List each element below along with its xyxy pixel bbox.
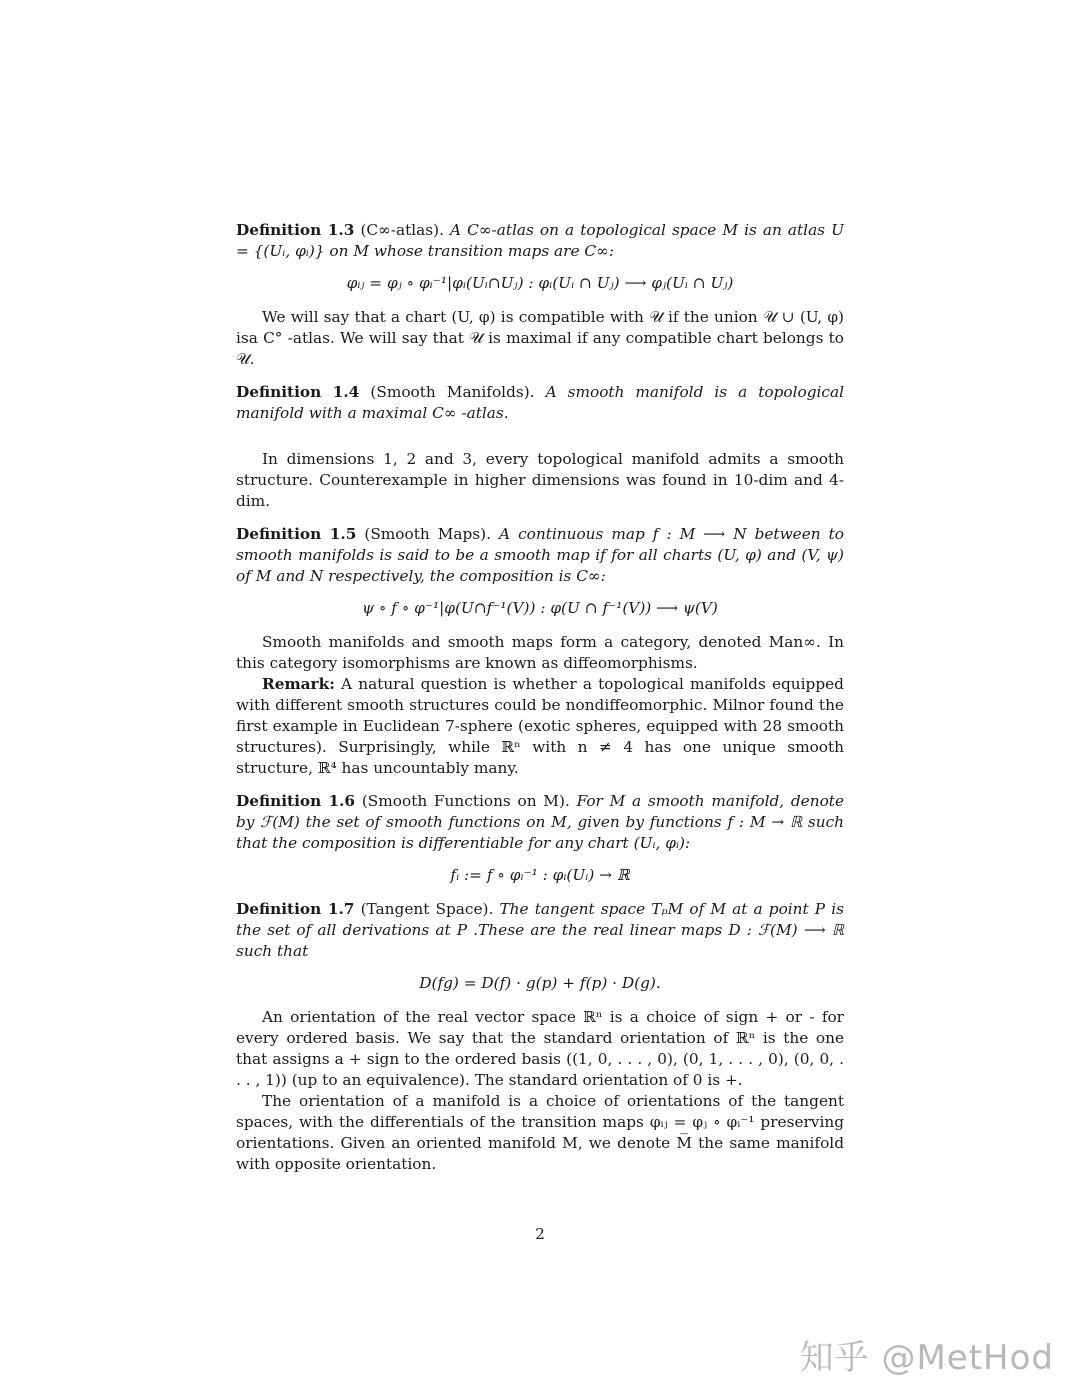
definition-title: (Smooth Manifolds). [370,383,535,401]
remark-paragraph [236,674,844,779]
smooth-function-formula: fᵢ := f ∘ φᵢ⁻¹ : φᵢ(Uᵢ) → ℝ [450,866,630,884]
paragraph-category: Smooth manifolds and smooth maps form a category, denoted Man∞. In this category isomorphisms are known as diffeomorphisms. [236,633,844,672]
derivation-formula: D(fg) = D(f) · g(p) + f(p) · D(g). [419,974,661,992]
paragraph-vector-space-orientation: An orientation of the real vector space ℝⁿ is a choice of sign + or - for every ordered basis. We say that the standard orientation of ℝⁿ is the one that assigns a + sign to the ordered basis ((1, 0, . . . , 0), (0, 1, . . . , 0), (0, 0, . . . , 1)) (up to an equivalence). The standard orientation of 0 is +. [236,1008,844,1089]
remark-label: Remark: [262,675,335,693]
definition-1-4 [236,382,844,424]
definition-1-3 [236,220,844,294]
definition-body: A C∞-atlas on a topological space M is an atlas U = {(Uᵢ, φᵢ)} on M whose transition maps are C∞: [236,221,844,260]
transition-map-formula: φᵢⱼ = φⱼ ∘ φᵢ⁻¹|φᵢ(Uᵢ∩Uⱼ) : φᵢ(Uᵢ ∩ Uⱼ) ⟶ φⱼ(Uᵢ ∩ Uⱼ) [346,274,734,292]
definition-label: Definition 1.3 [236,221,355,239]
smooth-map-formula: ψ ∘ f ∘ φ⁻¹|φ(U∩f⁻¹(V)) : φ(U ∩ f⁻¹(V)) ⟶ ψ(V) [362,599,718,617]
definition-title: (Tangent Space). [360,900,494,918]
definition-1-5 [236,524,844,619]
paragraph-dimensions: In dimensions 1, 2 and 3, every topological manifold admits a smooth structure. Counterexample in higher dimensions was found in 10-dim and 4-dim. [236,450,844,510]
paper-page [236,220,844,1175]
definition-label: Definition 1.7 [236,900,355,918]
paragraph-compatible-chart: We will say that a chart (U, φ) is compatible with 𝒰 if the union 𝒰 ∪ (U, φ) isa C° -atlas. We will say that 𝒰 is maximal if any compatible chart belongs to 𝒰. [236,308,844,368]
definition-title: (Smooth Functions on M). [361,792,570,810]
definition-body: A continuous map f : M ⟶ N between to smooth manifolds is said to be a smooth map if for all charts (U, φ) and (V, ψ) of M and N respectively, the composition is C∞: [236,525,844,585]
page-number: 2 [535,1225,545,1243]
definition-label: Definition 1.5 [236,525,357,543]
definition-1-7 [236,899,844,994]
definition-body: The tangent space TₚM of M at a point P is the set of all derivations at P .These are the real linear maps D : ℱ(M) ⟶ ℝ such that [236,900,844,960]
paragraph-manifold-orientation: The orientation of a manifold is a choice of orientations of the tangent spaces, with the differentials of the transition maps φᵢⱼ = φⱼ ∘ φᵢ⁻¹ preserving orientations. Given an oriented manifold M, we denote M̅ the same manifold with opposite orientation. [236,1092,844,1173]
definition-label: Definition 1.6 [236,792,356,810]
definition-1-6 [236,791,844,886]
definition-body: For M a smooth manifold, denote by ℱ(M) the set of smooth functions on M, given by functions f : M → ℝ such that the composition is differentiable for any chart (Uᵢ, φᵢ): [236,792,844,852]
definition-title: (Smooth Maps). [364,525,491,543]
watermark: 知乎 @MetHod [799,1338,1054,1378]
definition-body: A smooth manifold is a topological manifold with a maximal C∞ -atlas. [236,383,844,422]
remark-body: A natural question is whether a topological manifolds equipped with different smooth structures could be nondiffeomorphic. Milnor found the first example in Euclidean 7-sphere (exotic spheres, equipped with 28 smooth structures). Surprisingly, while ℝⁿ with n ≠ 4 has one unique smooth structure, ℝ⁴ has uncountably many. [236,675,844,777]
definition-label: Definition 1.4 [236,383,360,401]
definition-title: (C∞-atlas). [360,221,444,239]
